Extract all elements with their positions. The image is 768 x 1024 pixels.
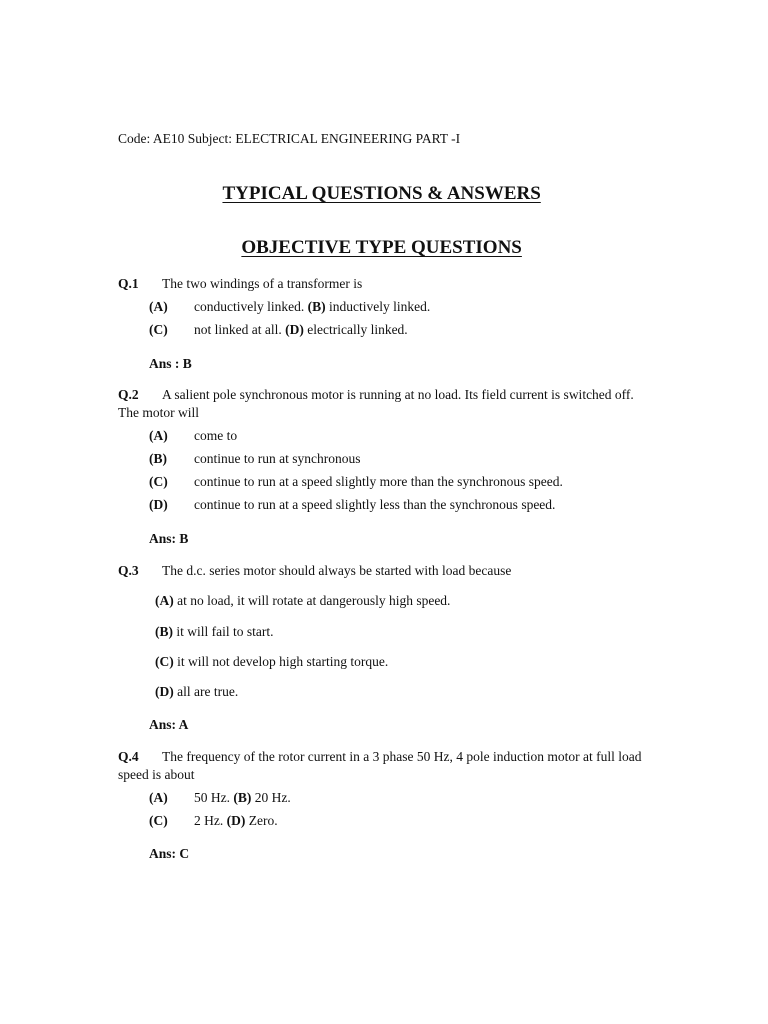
answer: Ans: A (149, 717, 189, 732)
question-text: The frequency of the rotor current in a 3 phase 50 Hz, 4 pole induction motor at full load (162, 749, 642, 764)
option-label: (D) (149, 497, 168, 512)
option-text: (A) at no load, it will rotate at dangerously high speed. (155, 593, 451, 608)
option-label: (A) (149, 428, 168, 443)
code-line: Code: AE10 Subject: ELECTRICAL ENGINEERING PART -I (118, 131, 461, 146)
option-text: continue to run at a speed slightly more than the synchronous speed. (194, 474, 563, 489)
option-label: (B) (149, 451, 167, 466)
option-text: come to (194, 428, 238, 443)
option-text: (D) all are true. (155, 684, 239, 699)
option-label: (C) (149, 322, 168, 337)
option-text: (C) it will not develop high starting torque. (155, 654, 389, 669)
option-text: (B) it will fail to start. (155, 624, 274, 639)
answer: Ans : B (149, 356, 192, 371)
option-text: not linked at all. (D) electrically linked. (194, 322, 408, 337)
answer: Ans: C (149, 846, 190, 861)
question-number: Q.2 (118, 387, 139, 402)
question-number: Q.3 (118, 563, 139, 578)
question-text: A salient pole synchronous motor is running at no load. Its field current is switched off. (162, 387, 634, 402)
section-title: OBJECTIVE TYPE QUESTIONS (241, 237, 522, 258)
page-title: TYPICAL QUESTIONS & ANSWERS (222, 183, 541, 204)
question-text: The two windings of a transformer is (162, 276, 363, 291)
option-text: 2 Hz. (D) Zero. (194, 813, 278, 828)
option-label: (C) (149, 813, 168, 828)
option-text: continue to run at synchronous (194, 451, 361, 466)
question-text-continued: The motor will (118, 405, 199, 420)
option-text: continue to run at a speed slightly less than the synchronous speed. (194, 497, 556, 512)
answer: Ans: B (149, 531, 189, 546)
option-label: (A) (149, 299, 168, 314)
question-number: Q.4 (118, 749, 139, 764)
question-text-continued: speed is about (118, 767, 195, 782)
question-text: The d.c. series motor should always be started with load because (162, 563, 512, 578)
option-label: (C) (149, 474, 168, 489)
option-label: (A) (149, 790, 168, 805)
question-number: Q.1 (118, 276, 139, 291)
option-text: 50 Hz. (B) 20 Hz. (194, 790, 291, 805)
option-text: conductively linked. (B) inductively linked. (194, 299, 431, 314)
